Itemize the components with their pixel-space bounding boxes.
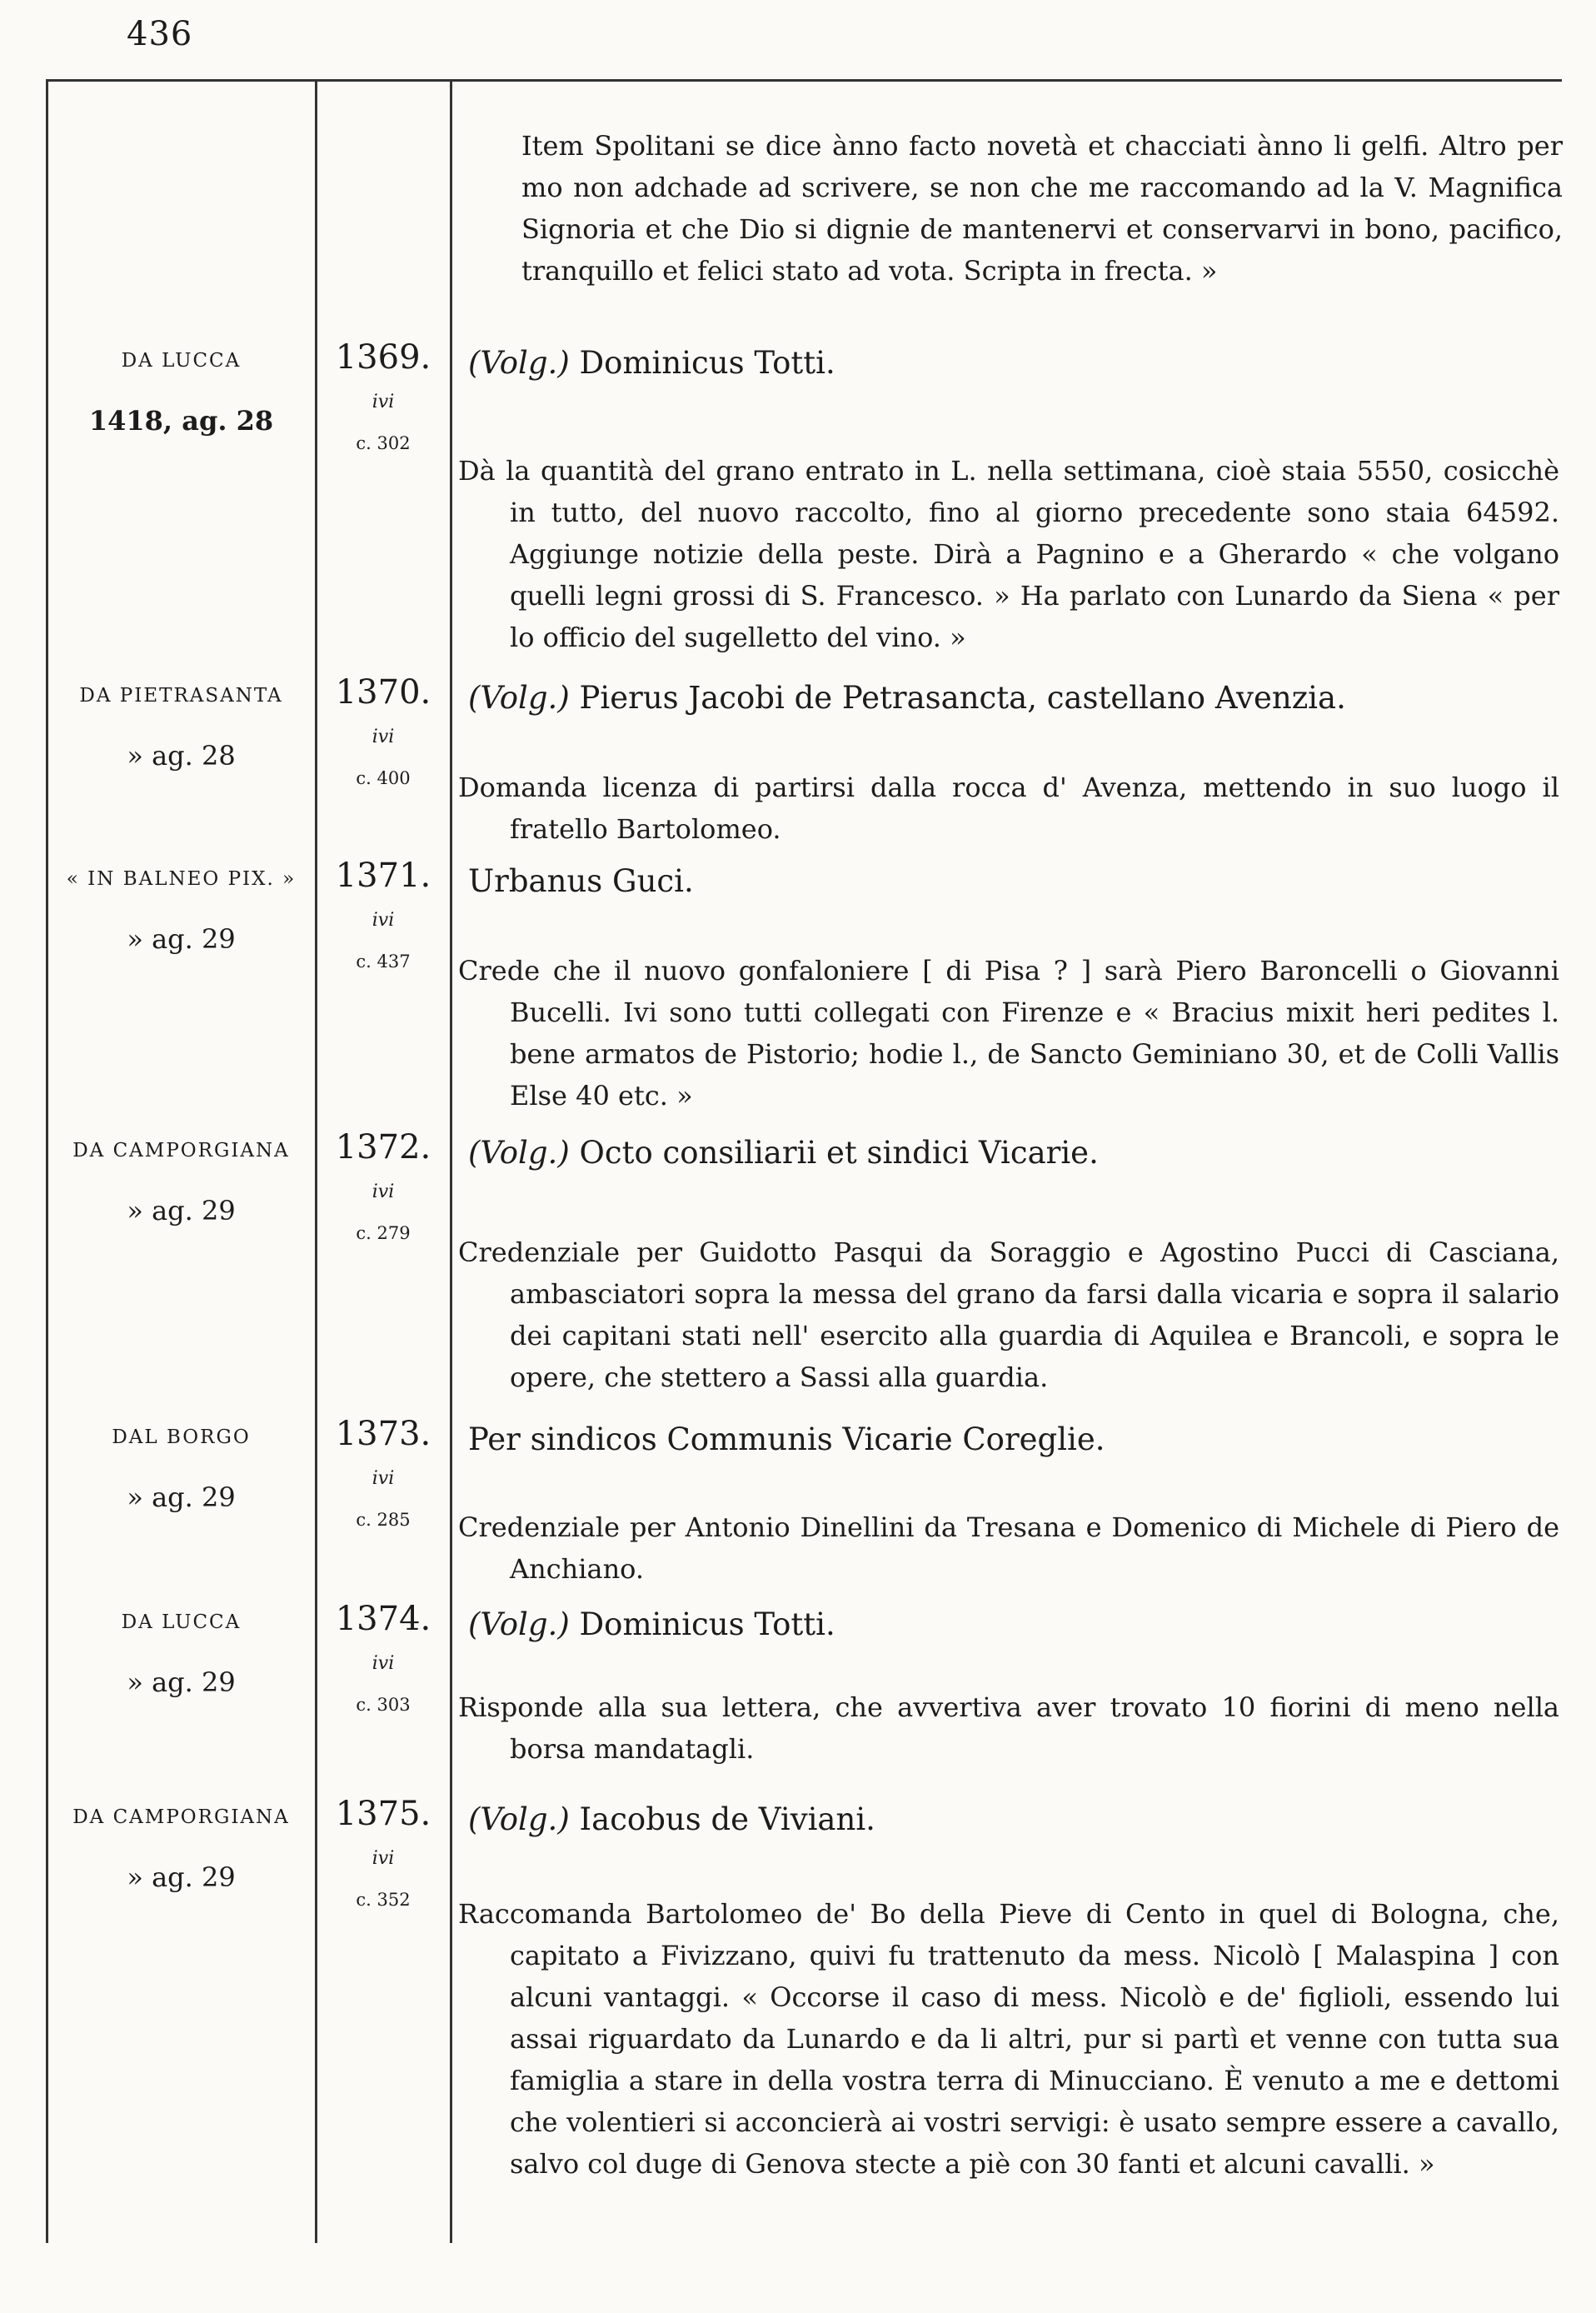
source-place: DA CAMPORGIANA (72, 1140, 290, 1161)
entry-number: 1375. (335, 1795, 431, 1833)
source-date: » ag. 28 (127, 740, 236, 772)
source-place: DA LUCCA (121, 350, 242, 372)
volg-tag: (Volg.) (468, 1801, 570, 1837)
source-place: DA LUCCA (121, 1611, 242, 1633)
sender-name: Urbanus Guci. (468, 863, 694, 899)
summary-text: Raccomanda Bartolomeo de' Bo della Pieve di Cento in quel di Bologna, che, capitato a Fivizzano, quivi fu trattenuto da mess. Nicolò [ Malaspina ] con alcuni vantaggi. « Occorse il caso di mess. Nicolò e de' figlioli, essendo lui assai riguardato da Lunardo e da li altri, pur si partì et venne con tutta sua famiglia a stare in della vostra terra di Minucciano. È venuto a me e dettomi che volentieri si acconcierà ai vostri servigi: è usato sempre essere a cavallo, salvo col duge di Genova stecte a piè con 30 fanti et alcuni cavalli. » (458, 1898, 1559, 2180)
source-place: DA CAMPORGIANA (72, 1806, 290, 1828)
carta-ref: c. 437 (356, 952, 411, 972)
source-place: DA PIETRASANTA (79, 685, 283, 707)
summary-text: Credenziale per Antonio Dinellini da Tresana e Domenico di Michele di Piero de Anchiano. (458, 1511, 1559, 1585)
column-rule-left (46, 79, 48, 2243)
summary (458, 1506, 1559, 1590)
sender-line (468, 1421, 1559, 1457)
source-date: » ag. 29 (127, 923, 236, 955)
column-rule-middle (315, 79, 317, 2243)
source-date: » ag. 29 (127, 1666, 236, 1698)
sender-line (468, 1135, 1559, 1171)
ivi-label: ivi (372, 727, 395, 747)
carta-ref: c. 303 (356, 1695, 411, 1715)
sender-name: Dominicus Totti. (579, 1606, 835, 1642)
source-place: DAL BORGO (112, 1426, 251, 1448)
source-date: » ag. 29 (127, 1481, 236, 1513)
entry-number: 1369. (335, 338, 431, 377)
entry-number: 1372. (335, 1128, 431, 1166)
summary (458, 950, 1559, 1117)
carta-ref: c. 352 (356, 1890, 411, 1910)
carta-ref: c. 279 (356, 1223, 411, 1243)
sender-name: Iacobus de Viviani. (579, 1801, 875, 1837)
entry-number: 1371. (335, 857, 431, 895)
summary-text: Crede che il nuovo gonfaloniere [ di Pisa ? ] sarà Piero Baroncelli o Giovanni Bucelli. Ivi sono tutti collegati con Firenze e « Bracius mixit heri pedites l. bene armatos de Pistorio; hodie l., de Sancto Geminiano 30, et de Colli Vallis Else 40 etc. » (458, 955, 1559, 1112)
carta-ref: c. 302 (356, 433, 411, 453)
ivi-label: ivi (372, 1848, 395, 1869)
ivi-label: ivi (372, 392, 395, 412)
sender-line (468, 680, 1559, 716)
sender-line (468, 345, 1559, 381)
source-place: « IN BALNEO PIX. » (66, 868, 297, 890)
entry-number: 1370. (335, 673, 431, 712)
ivi-label: ivi (372, 1468, 395, 1489)
page-number: 436 (127, 15, 193, 53)
summary-text: Dà la quantità del grano entrato in L. nella settimana, cioè staia 5550, cosicchè in tutto, del nuovo raccolto, fino al giorno precedente sono staia 64592. Aggiunge notizie della peste. Dirà a Pagnino e a Gherardo « che volgano quelli legni grossi di S. Francesco. » Ha parlato con Lunardo da Siena « per lo officio del sugelletto del vino. » (458, 455, 1559, 653)
volg-tag: (Volg.) (468, 1135, 570, 1171)
source-date: » ag. 29 (127, 1195, 236, 1226)
summary (458, 767, 1559, 850)
ivi-label: ivi (372, 1181, 395, 1202)
summary (458, 1231, 1559, 1398)
intro-paragraph: Item Spolitani se dice ànno facto novetà et chacciati ànno li gelfi. Altro per mo non adchade ad scrivere, se non che me raccomando ad la V. Magnifica Signoria et che Dio si dignie de mantenervi et conservarvi in bono, pacifico, tranquillo et felici stato ad vota. Scripta in frecta. » (521, 130, 1563, 287)
sender-name: Pierus Jacobi de Petrasancta, castellano Avenzia. (579, 680, 1346, 716)
carta-ref: c. 400 (356, 768, 411, 788)
summary-text: Risponde alla sua lettera, che avvertiva aver trovato 10 fiorini di meno nella borsa mandatagli. (458, 1691, 1559, 1765)
entry-number: 1373. (335, 1415, 431, 1453)
source-date: » ag. 29 (127, 1861, 236, 1893)
volg-tag: (Volg.) (468, 1606, 570, 1642)
sender-line (468, 863, 1559, 899)
sender-name: Octo consiliarii et sindici Vicarie. (579, 1135, 1099, 1171)
ivi-label: ivi (372, 910, 395, 931)
summary (458, 1686, 1559, 1770)
summary-text: Domanda licenza di partirsi dalla rocca d' Avenza, mettendo in suo luogo il fratello Bartolomeo. (458, 772, 1559, 845)
sender-name: Per sindicos Communis Vicarie Coreglie. (468, 1421, 1105, 1457)
top-rule (46, 79, 1562, 82)
source-date: 1418, ag. 28 (88, 405, 274, 437)
sender-name: Dominicus Totti. (579, 345, 835, 381)
column-rule-right (450, 79, 452, 2243)
sender-line (468, 1801, 1559, 1837)
summary (458, 1893, 1559, 2185)
summary-text: Credenziale per Guidotto Pasqui da Soraggio e Agostino Pucci di Casciana, ambasciatori sopra la messa del grano da farsi dalla vicaria e sopra il salario dei capitani stati nell' esercito alla guardia di Aquilea e Brancoli, e sopra le opere, che stettero a Sassi alla guardia. (458, 1236, 1559, 1393)
summary (458, 450, 1559, 658)
sender-line (468, 1606, 1559, 1642)
entry-number: 1374. (335, 1600, 431, 1638)
volg-tag: (Volg.) (468, 345, 570, 381)
carta-ref: c. 285 (356, 1510, 411, 1530)
volg-tag: (Volg.) (468, 680, 570, 716)
ivi-label: ivi (372, 1653, 395, 1674)
